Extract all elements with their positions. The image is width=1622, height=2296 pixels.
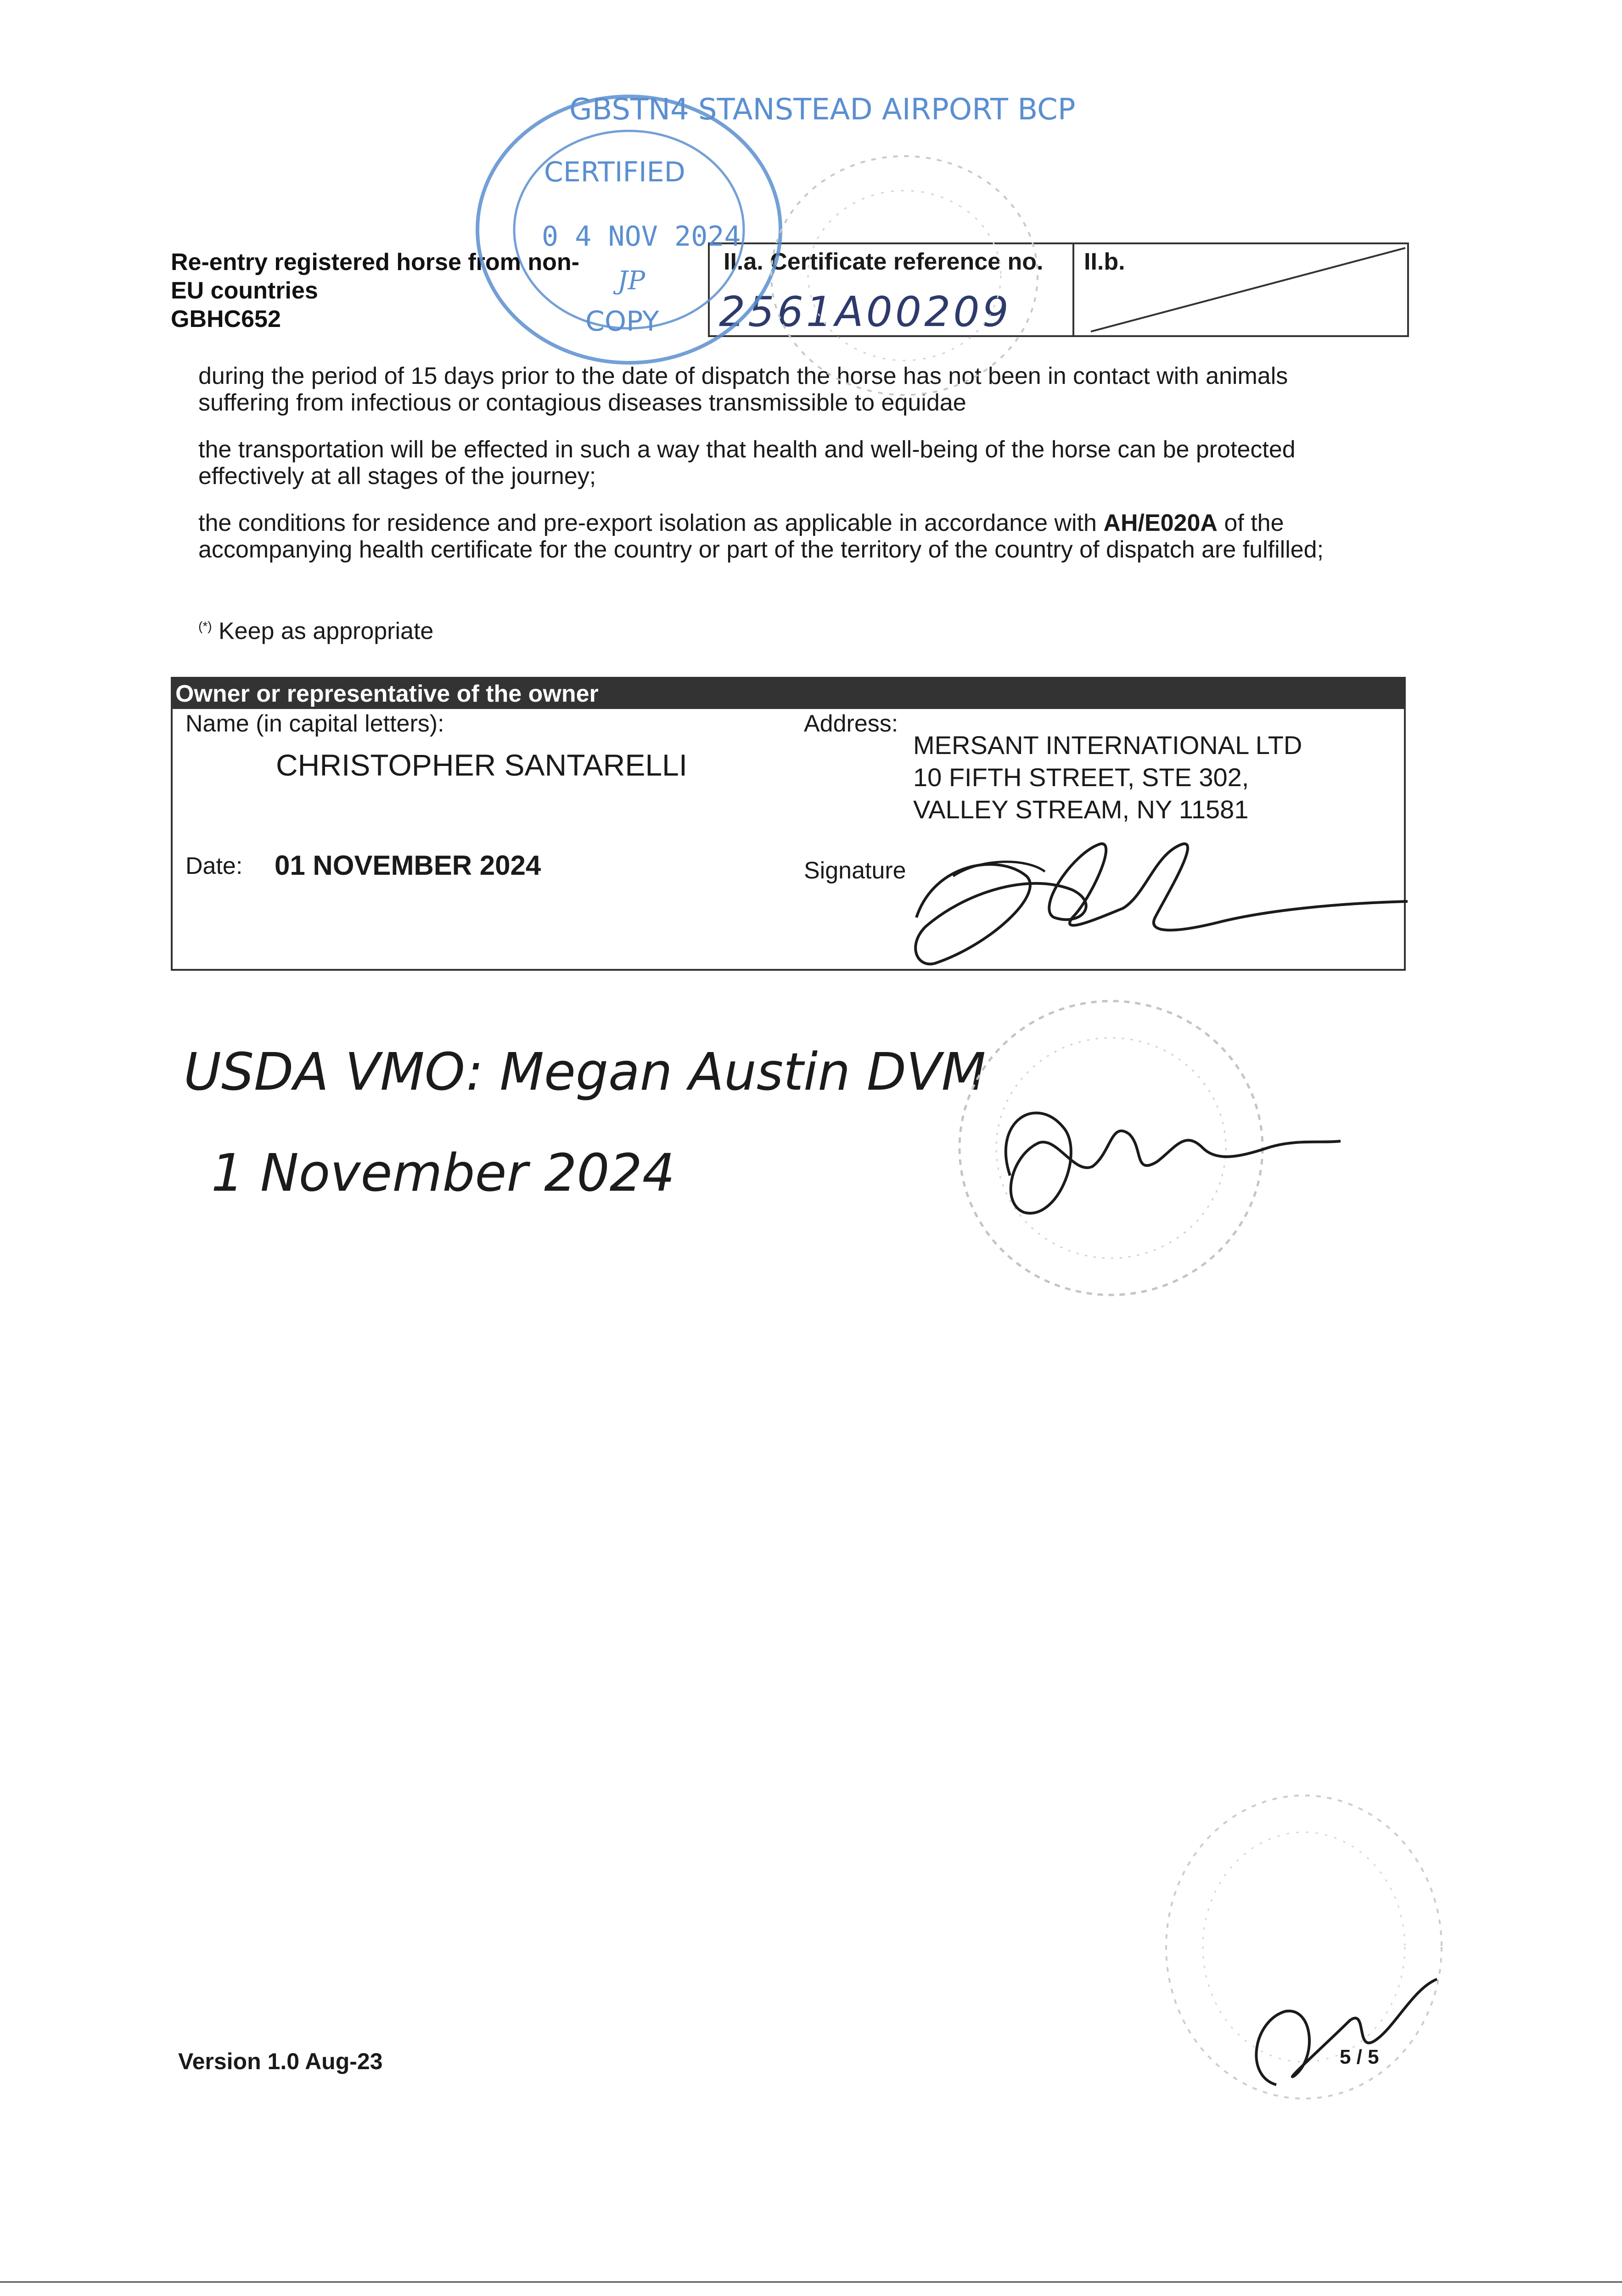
handwritten-date: 1 November 2024	[211, 1143, 675, 1203]
stamp-date: 0 4 NOV 2024	[542, 220, 741, 253]
cert-ref-value: 2561A00209	[719, 288, 1011, 336]
footnote-text: Keep as appropriate	[219, 618, 434, 645]
cert-iib-label: II.b.	[1084, 248, 1125, 275]
bottom-seal	[1139, 1782, 1515, 2122]
paragraph-transport: the transportation will be effected in such a way that health and well-being of the horse can be protected effectively at all stages of the journey;	[198, 436, 1296, 490]
bottom-initials	[1256, 1979, 1437, 2085]
stamp-ring-text: GBSTN4 STANSTEAD AIRPORT BCP	[569, 93, 1076, 127]
owner-section	[171, 677, 1406, 971]
footnote	[198, 613, 1383, 644]
title-line-3: GBHC652	[171, 306, 281, 332]
name-label: Name (in capital letters):	[185, 710, 444, 737]
title-line-1: Re-entry registered horse from non-	[171, 249, 579, 276]
iib-strike-line	[1072, 244, 1409, 335]
paragraph-residence	[198, 510, 1383, 563]
residence-text-end: of the accompanying health certificate for the country or part of the territory of the country of dispatch are fulfilled;	[198, 510, 1324, 563]
address-line-1: MERSANT INTERNATIONAL LTD	[913, 731, 1302, 760]
residence-text-start: the conditions for residence and pre-export isolation as applicable in accordance with	[198, 510, 1104, 536]
version-label: Version 1.0 Aug-23	[178, 2048, 383, 2074]
address-line-3: VALLEY STREAM, NY 11581	[913, 795, 1249, 824]
signature-label: Signature	[804, 857, 906, 884]
health-cert-code: AH/E020A	[1103, 510, 1218, 536]
bottom-rule	[0, 2281, 1622, 2283]
owner-name: CHRISTOPHER SANTARELLI	[276, 748, 688, 782]
embossed-seal-top	[762, 147, 1047, 404]
owner-signature	[907, 826, 1412, 973]
usda-seal	[918, 983, 1368, 1322]
address-block	[913, 729, 1302, 826]
paragraph-contact: during the period of 15 days prior to the date of dispatch the horse has not been in contact with animals suffering from infectious or contagious diseases transmissible to equidae	[198, 363, 1288, 416]
cert-ref-label: II.a. Certificate reference no.	[724, 248, 1044, 275]
footnote-marker: (*)	[198, 619, 212, 633]
title-line-2: EU countries	[171, 277, 318, 304]
stamp-initials: JP	[617, 266, 645, 296]
date-label: Date:	[185, 853, 243, 879]
address-line-2: 10 FIFTH STREET, STE 302,	[913, 763, 1249, 792]
vmo-signature	[1006, 1113, 1341, 1213]
stamp-certified: CERTIFIED	[544, 156, 685, 188]
handwritten-vmo: USDA VMO: Megan Austin DVM	[184, 1042, 986, 1102]
owner-date: 01 NOVEMBER 2024	[275, 850, 541, 881]
owner-section-header: Owner or representative of the owner	[173, 679, 1404, 709]
page-number: 5 / 5	[1340, 2046, 1379, 2068]
stamp-copy: COPY	[585, 305, 659, 338]
address-label: Address:	[804, 710, 898, 737]
